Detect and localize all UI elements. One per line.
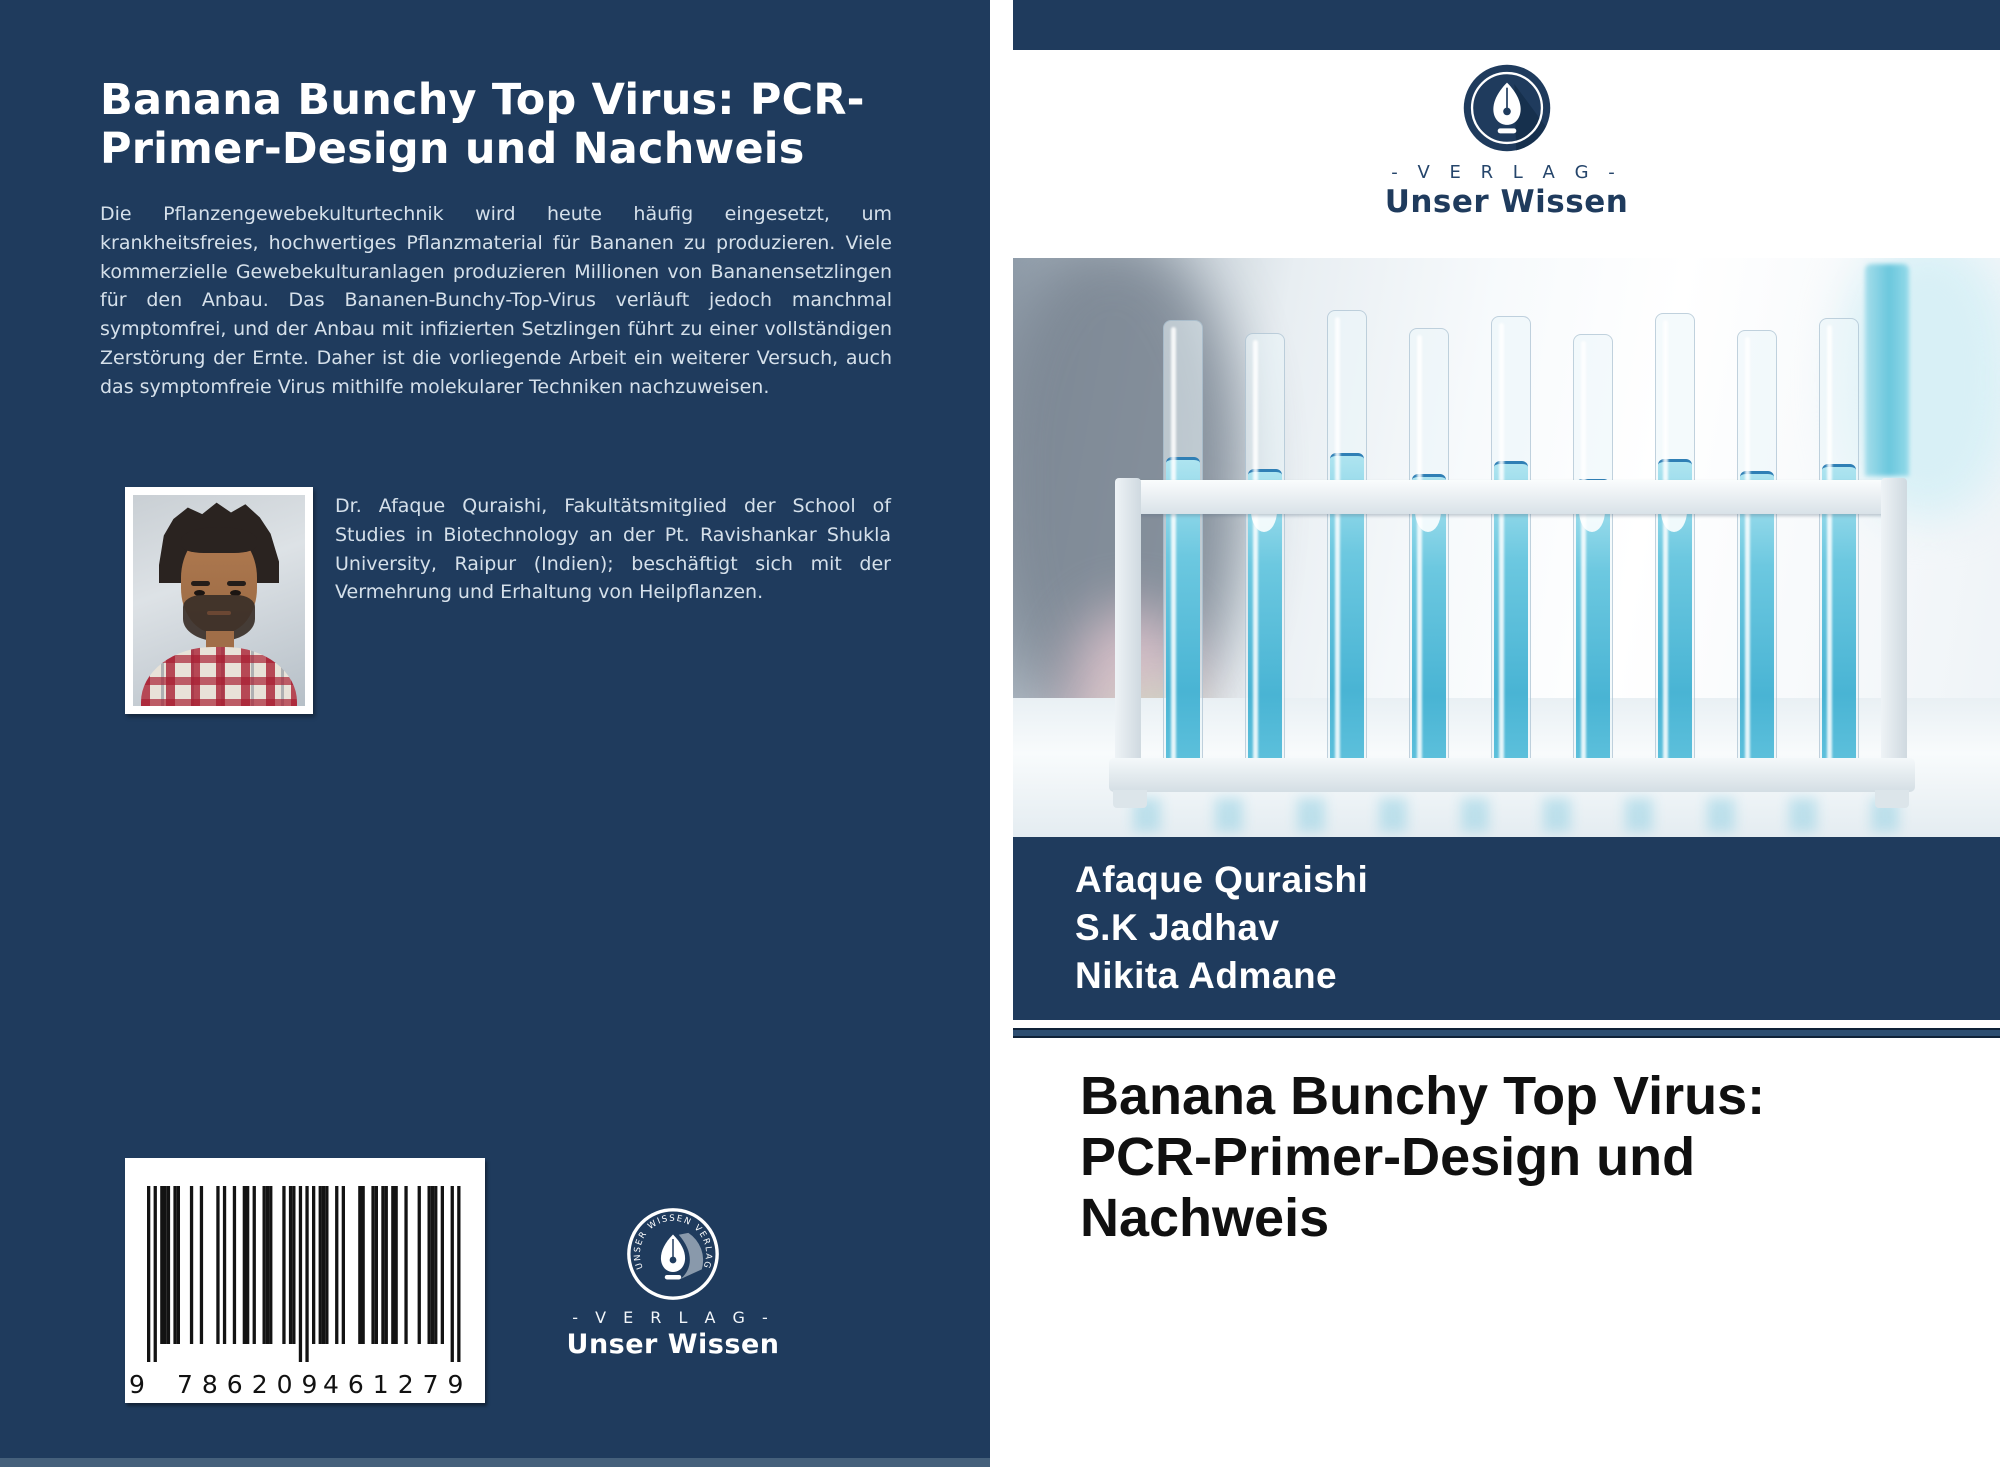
back-title-line1: Banana Bunchy Top Virus: PCR- (100, 75, 865, 125)
test-tube (1573, 334, 1613, 785)
back-logo-name-text: Unser Wissen (566, 1329, 780, 1360)
back-title (100, 76, 920, 174)
front-title (1080, 1066, 1980, 1249)
author-band (1013, 837, 2000, 1020)
author-photo-frame (125, 487, 313, 714)
back-title-line2: Primer-Design und Nachweis (100, 124, 805, 174)
author-name-1: Afaque Quraishi (1075, 859, 1369, 900)
portrait-eyebrow (227, 581, 246, 586)
barcode-panel (125, 1158, 485, 1403)
back-logo-verlag-text: - V E R L A G - (572, 1308, 774, 1327)
front-publisher-logo (1013, 62, 2000, 220)
back-description: Die Pflanzengewebekulturtechnik wird heute häufig eingesetzt, um krankheitsfreies, hochwertiges Pflanzmaterial für Bananen zu produzieren. Viele kommerzielle Gewebekulturanlagen produzieren Millionen von Bananensetzlingen für den Anbau. Das Bananen-Bunchy-Top-Virus verläuft jedoch manchmal symptomfrei, und der Anbau mit infizierten Setzlingen führt zu einer vollständigen Zerstörung der Ernte. Daher ist die vorliegende Arbeit ein weiterer Versuch, auch das symptomfreie Virus mithilfe molekularer Techniken nachzuweisen. (100, 203, 892, 398)
rack-foot (1113, 790, 1147, 808)
test-tube-rack-rail (1131, 480, 1893, 514)
portrait-mouth (207, 611, 231, 615)
barcode-digits (125, 1370, 485, 1398)
front-cover-page (1013, 0, 2000, 1467)
front-title-line1: Banana Bunchy Top Virus: (1080, 1066, 1766, 1126)
front-title-line3: Nachweis (1080, 1188, 1330, 1248)
author-name-2: S.K Jadhav (1075, 907, 1280, 948)
author-name-3: Nikita Admane (1075, 955, 1338, 996)
svg-text:UNSER WISSEN VERLAG: UNSER WISSEN VERLAG (632, 1213, 714, 1271)
rack-base (1109, 758, 1915, 792)
test-tube (1819, 318, 1859, 785)
barcode-digit-first: 9 (129, 1370, 145, 1399)
back-cover-page (0, 0, 990, 1467)
test-tube (1327, 310, 1367, 785)
pen-nib-icon (625, 1206, 721, 1302)
glass-highlight (1499, 323, 1504, 776)
page-bottom-edge (0, 1458, 990, 1467)
test-tube (1163, 320, 1203, 785)
divider-stripe (1013, 1028, 2000, 1038)
glass-highlight (1417, 335, 1422, 776)
test-tube (1655, 313, 1695, 785)
front-logo-name-text: Unser Wissen (1384, 184, 1629, 220)
portrait-eyebrow (191, 581, 210, 586)
test-tube (1491, 316, 1531, 785)
test-tube (1737, 330, 1777, 785)
rack-foot (1875, 790, 1909, 808)
glass-highlight (1663, 320, 1668, 776)
front-top-band (1013, 0, 2000, 50)
barcode-digit-group2: 461279 (323, 1370, 473, 1399)
author-photo (133, 495, 305, 706)
glass-highlight (1171, 327, 1176, 776)
author-bio: Dr. Afaque Quraishi, Fakultätsmitglied der School of Studies in Biotechnology an der Pt. Ravishankar Shukla University, Raipur (Indien); beschäftigt sich mit der Vermehrung und Erhaltung von Heilpflanzen. (335, 495, 891, 604)
background-cylinder (1865, 264, 1909, 476)
test-tube (1409, 328, 1449, 785)
front-logo-verlag-text: - V E R L A G - (1391, 162, 1622, 183)
barcode-icon (147, 1186, 463, 1370)
front-title-line2: PCR-Primer-Design und (1080, 1127, 1696, 1187)
pen-nib-icon (1461, 62, 1553, 154)
glass-highlight (1827, 325, 1832, 776)
test-tubes-photo (1013, 258, 2000, 837)
glass-highlight (1745, 337, 1750, 776)
glass-highlight (1581, 341, 1586, 776)
tube-reflections (1133, 798, 1903, 832)
glass-highlight (1253, 340, 1258, 776)
glass-highlight (1335, 317, 1340, 776)
back-publisher-logo (553, 1206, 793, 1360)
barcode-digit-group1: 786209 (177, 1370, 327, 1399)
portrait-hairline (181, 527, 257, 553)
test-tube (1245, 333, 1285, 785)
portrait-plaid-shirt (141, 647, 297, 706)
